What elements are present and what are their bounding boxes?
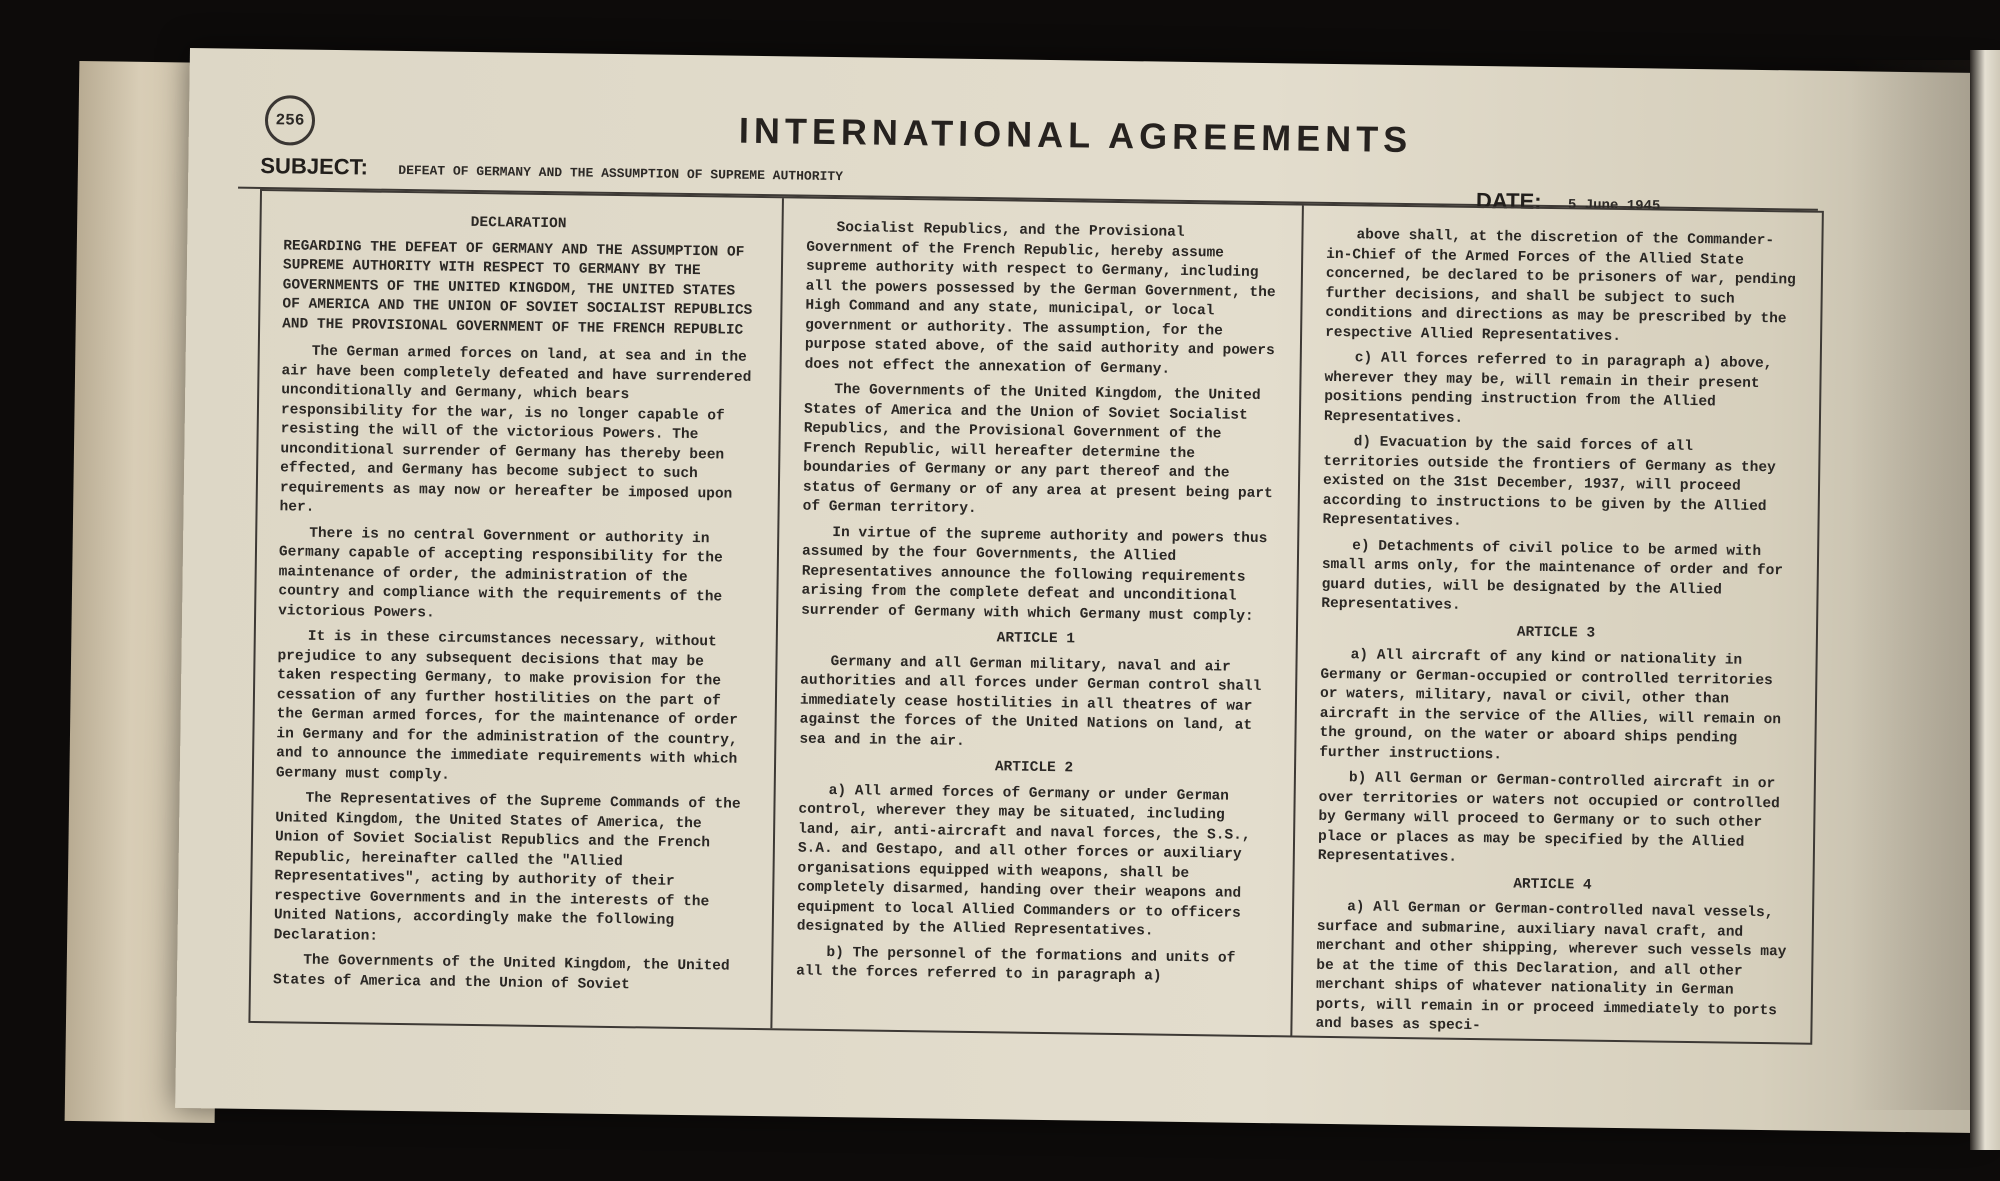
paragraph: a) All German or German-controlled naval vessels, surface and submarine, auxiliary naval craft, and merchant and other shipping, wherever such vessels may be at the time of this Declaration, and all other merchant ships of whatever nationality in German ports, will remain in or proceed immediately to ports and bases as speci- <box>1315 899 1787 1035</box>
column-divider <box>1290 206 1304 1036</box>
paragraph: e) Detachments of civil police to be armed with small arms only, for the maintenance of order and for guard duties, will be designated by the Allied Representatives. <box>1321 537 1784 614</box>
page-curl-shadow <box>1850 60 1970 1110</box>
paragraph: The Representatives of the Supreme Commands of the United Kingdom, the United States of America, the Union of Soviet Socialist Republics and the French Republic, hereinafter called the "Allied Representatives", acting by authority of their respective Governments and in the interests of the United Nations, accordingly make the following Declaration: <box>273 790 741 945</box>
column-1 <box>273 211 754 1002</box>
paragraph: The Governments of the United Kingdom, the United States of America and the Union of Soviet <box>272 952 730 993</box>
column-3 <box>1315 226 1796 1047</box>
paragraph: Germany and all German military, naval and air authorities and all forces under German control shall immediately cease hostilities in all theatres of war against the forces of the United Nations on land, at sea and in the air. <box>799 653 1262 750</box>
document-page <box>175 48 1990 1133</box>
article-1-heading: ARTICLE 1 <box>996 630 1076 648</box>
article-4-heading: ARTICLE 4 <box>1513 876 1592 894</box>
text-box <box>248 189 1823 1045</box>
subject-label: SUBJECT: <box>260 152 369 180</box>
article-3-heading: ARTICLE 3 <box>1516 624 1596 642</box>
document-frame <box>226 149 1818 1051</box>
paragraph: above shall, at the discretion of the Commander-in-Chief of the Armed Forces of the Allied State concerned, be declared to be prisoners of war, pending further decisions, and shall be subject to such conditions and directions as may be prescribed by the respective Allied Representatives. <box>1325 227 1796 345</box>
paragraph: The German armed forces on land, at sea and in the air have been completely defeated and have surrendered unconditionally and Germany, which bears responsibility for the war, is no longer capable of resisting the will of the victorious Powers. The unconditional surrender of Germany has thereby been effected, and Germany has become subject to such requirements as may now or hereafter be imposed upon her. <box>279 343 752 516</box>
paragraph: Socialist Republics, and the Provisional Government of the French Republic, hereby assume supreme authority with respect to Germany, including all the powers possessed by the German Government, the High Command and any state, municipal, or local government or authority. The assumption, for the purpose stated above, of the said authority and powers does not effect the annexation of Germany. <box>804 220 1276 378</box>
paragraph: It is in these circumstances necessary, without prejudice to any subsequent decisions that may be taken respecting Germany, to make provision for the cessation of any further hostilities on the part of the German armed forces, for the maintenance of order in Germany and for the administration of the country, and to announce the immediate requirements with which Germany must comply. <box>275 628 738 784</box>
article-2-heading: ARTICLE 2 <box>994 759 1074 777</box>
paragraph: b) All German or German-controlled aircraft in or over territories or waters not occupied or controlled by Germany will proceed to Germany or to such other place or places as may be specified by the Allied Representatives. <box>1317 770 1780 866</box>
paragraph: In virtue of the supreme authority and powers thus assumed by the four Governments, the Allied Representatives announce the following requirements arising from the complete defeat and unconditional surrender of Germany with which Germany must comply: <box>801 524 1268 625</box>
paragraph: There is no central Government or authority in Germany capable of accepting responsibility for the maintenance of order, the administration of the country and compliance with the requirements of the victorious Powers. <box>278 525 723 621</box>
next-page-edge <box>1970 50 2000 1150</box>
paragraph: a) All aircraft of any kind or nationality in Germany or German-occupied or controlled territories or waters, military, naval or civil, other than aircraft in the service of the Allies, will remain on the ground, on the water or aboard ships pending further instructions. <box>1319 647 1782 763</box>
paragraph: a) All armed forces of Germany or under German control, wherever they may be situated, including land, air, anti-aircraft and naval forces, the S.S., S.A. and Gestapo, and all other forces or auxiliary organisations equipped with weapons, shall be completely disarmed, handing over their weapons and equipment to local Allied Commanders or to officers designated by the Allied Representatives. <box>796 782 1251 940</box>
subject-text: DEFEAT OF GERMANY AND THE ASSUMPTION OF SUPREME AUTHORITY <box>398 162 844 185</box>
paragraph: d) Evacuation by the said forces of all territories outside the frontiers of Germany as they existed on the 31st December, 1937, will proceed according to instructions to be given by the Allied Representatives. <box>1322 434 1776 530</box>
paragraph: The Governments of the United Kingdom, the United States of America and the Union of Soviet Socialist Republics, and the Provisional Government of the French Republic, will hereafter determine the boundaries of Germany or any part thereof and the status of Germany or of any area at present being part of German territory. <box>802 382 1273 518</box>
paragraph: b) The personnel of the formations and units of all the forces referred to in paragraph a) <box>796 944 1236 985</box>
date-text: 5 June 1945 <box>1567 197 1661 215</box>
declaration-title: REGARDING THE DEFEAT OF GERMANY AND THE ASSUMPTION OF SUPREME AUTHORITY WITH RESPECT TO GERMANY BY THE GOVERNMENTS OF THE UNITED KINGDOM, THE UNITED STATES OF AMERICA AND THE UNION OF SOVIET SOCIALIST REPUBLICS AND THE PROVISIONAL GOVERNMENT OF THE FRENCH REPUBLIC <box>282 237 753 339</box>
declaration-heading: DECLARATION <box>470 214 567 233</box>
page-number: 256 <box>265 95 316 146</box>
column-divider <box>770 198 784 1028</box>
column-2 <box>796 219 1277 995</box>
page-title: INTERNATIONAL AGREEMENTS <box>738 109 1413 161</box>
date-label: DATE: <box>1475 187 1542 214</box>
paragraph: c) All forces referred to in paragraph a) above, wherever they may be, will remain in their present positions pending instruction from the Allied Representatives. <box>1323 350 1773 427</box>
